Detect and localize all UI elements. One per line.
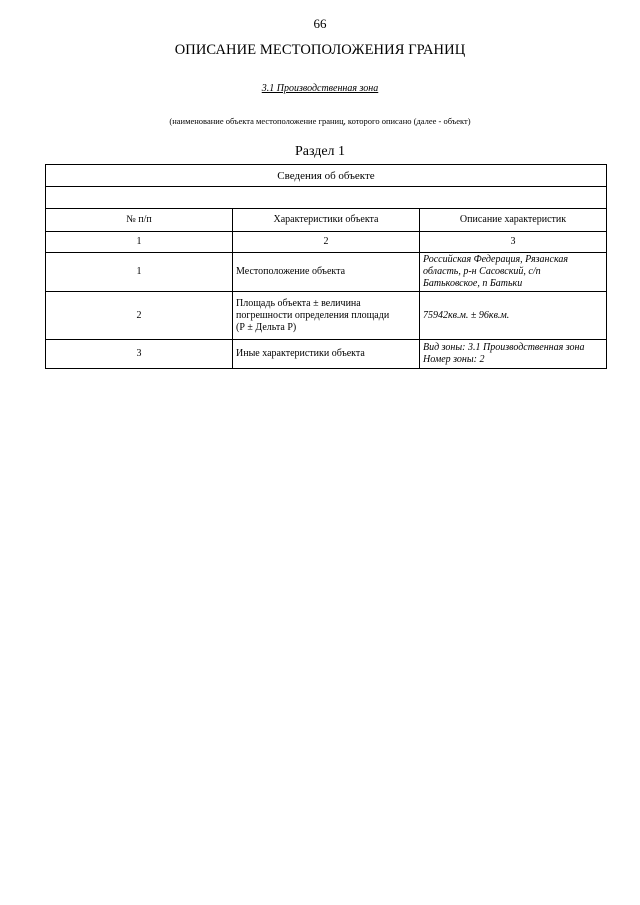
column-number-1: 1 [46,232,233,253]
row-number: 1 [46,253,233,292]
object-name-text: 3.1 Производственная зона [261,83,379,94]
table-caption-row [46,165,607,187]
row-characteristic: Местоположение объекта [233,253,420,292]
object-info-table [45,164,607,369]
column-number-row [46,232,607,253]
document-title: ОПИСАНИЕ МЕСТОПОЛОЖЕНИЯ ГРАНИЦ [174,42,466,58]
header-number: № п/п [46,209,233,232]
table-header-row [46,209,607,232]
object-name-caption: (наименование объекта местоположение границ, которого описано (далее - объект) [169,116,471,126]
row-characteristic-line: Площадь объекта ± величина [236,297,361,309]
row-number: 3 [46,340,233,369]
row-description-line: Вид зоны: 3.1 Производственная зона [423,342,585,353]
table-row [46,292,607,340]
row-description-line: Российская Федерация, Рязанская область, р-н Сасовский, с/п [423,254,569,277]
object-name [0,83,640,94]
column-number-3: 3 [420,232,607,253]
header-description: Описание характеристик [420,209,607,232]
header-characteristic: Характеристики объекта [233,209,420,232]
column-number-2: 2 [233,232,420,253]
table-spacer-row [46,187,607,209]
row-characteristic: Иные характеристики объекта [233,340,420,369]
table-caption: Сведения об объекте [46,165,607,187]
row-description [420,253,607,292]
row-description [420,340,607,369]
row-number: 2 [46,292,233,340]
row-description-line: Батьковское, п Батьки [423,278,523,289]
table-row [46,253,607,292]
row-description: 75942кв.м. ± 96кв.м. [420,292,607,340]
page-number: 66 [313,16,327,31]
section-title: Раздел 1 [294,144,346,159]
table-spacer-cell [46,187,607,209]
row-characteristic-line: (Р ± Дельта Р) [236,321,297,333]
row-description-line: Номер зоны: 2 [423,354,485,365]
row-characteristic [233,292,420,340]
row-characteristic-line: погрешности определения площади [236,309,390,321]
table-row [46,340,607,369]
